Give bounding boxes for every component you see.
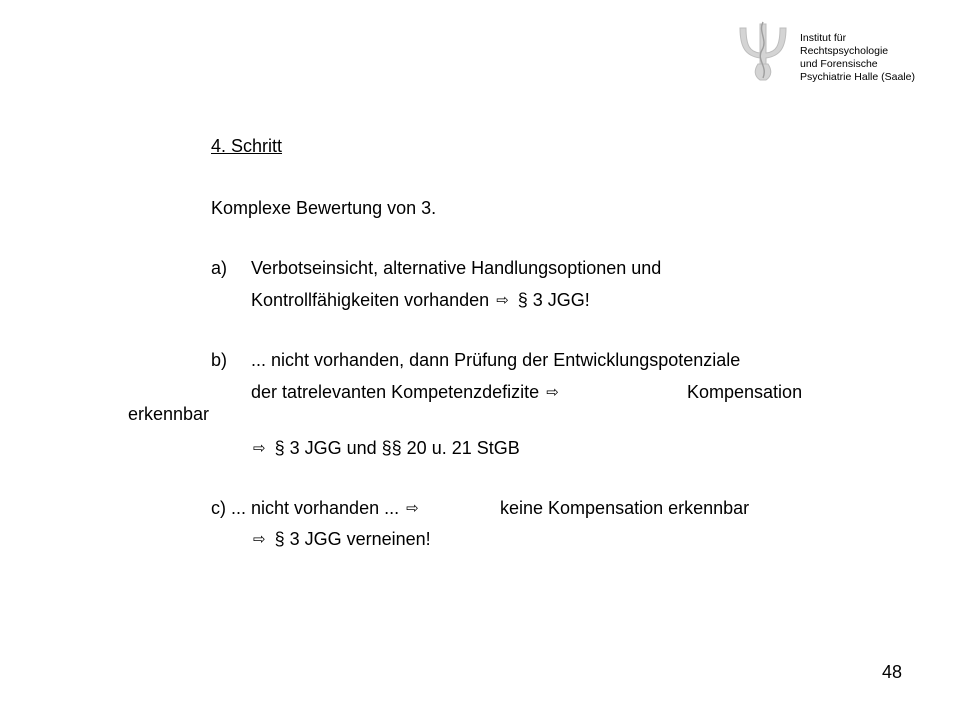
item-a-line2-text: Kontrollfähigkeiten vorhanden [251,290,490,310]
institute-logo [734,18,792,84]
item-c-result: § 3 JGG verneinen! [274,529,431,549]
subtitle: Komplexe Bewertung von 3. [211,198,437,218]
page-number: 48 [882,662,903,682]
item-b-marker: b) [211,350,228,370]
item-c-result-line [251,529,431,550]
arrow-right-icon: ⇨ [406,499,419,517]
item-b-line2 [251,382,563,403]
item-c-line1-text: c) ... nicht vorhanden ... [211,498,400,518]
institute-line: Psychiatrie Halle (Saale) [800,71,915,83]
institute-line: und Forensische [800,58,878,70]
item-b-line1: ... nicht vorhanden, dann Prüfung der Entwicklungspotenziale [251,350,741,370]
item-a-result: § 3 JGG! [517,290,590,310]
item-b-result: § 3 JGG und §§ 20 u. 21 StGB [274,438,520,458]
item-a-marker: a) [211,258,228,278]
institute-line: Institut für [800,32,847,44]
item-b-line2-text: der tatrelevanten Kompetenzdefizite [251,382,540,402]
item-c-line1-result: keine Kompensation erkennbar [500,498,750,518]
arrow-right-icon: ⇨ [496,291,509,309]
item-a-line2 [251,290,590,311]
institute-name [800,32,950,84]
item-b-line2-result: Kompensation [687,382,803,402]
arrow-right-icon: ⇨ [253,439,266,457]
psi-symbol-icon [734,18,792,84]
item-b-result-line [251,438,520,459]
item-b-line3: erkennbar [128,404,210,424]
item-c-line1 [211,498,423,519]
institute-line: Rechtspsychologie [800,45,889,57]
item-a-line1: Verbotseinsicht, alternative Handlungsoptionen und [251,258,662,278]
arrow-right-icon: ⇨ [546,383,559,401]
arrow-right-icon: ⇨ [253,530,266,548]
step-title: 4. Schritt [211,136,283,156]
